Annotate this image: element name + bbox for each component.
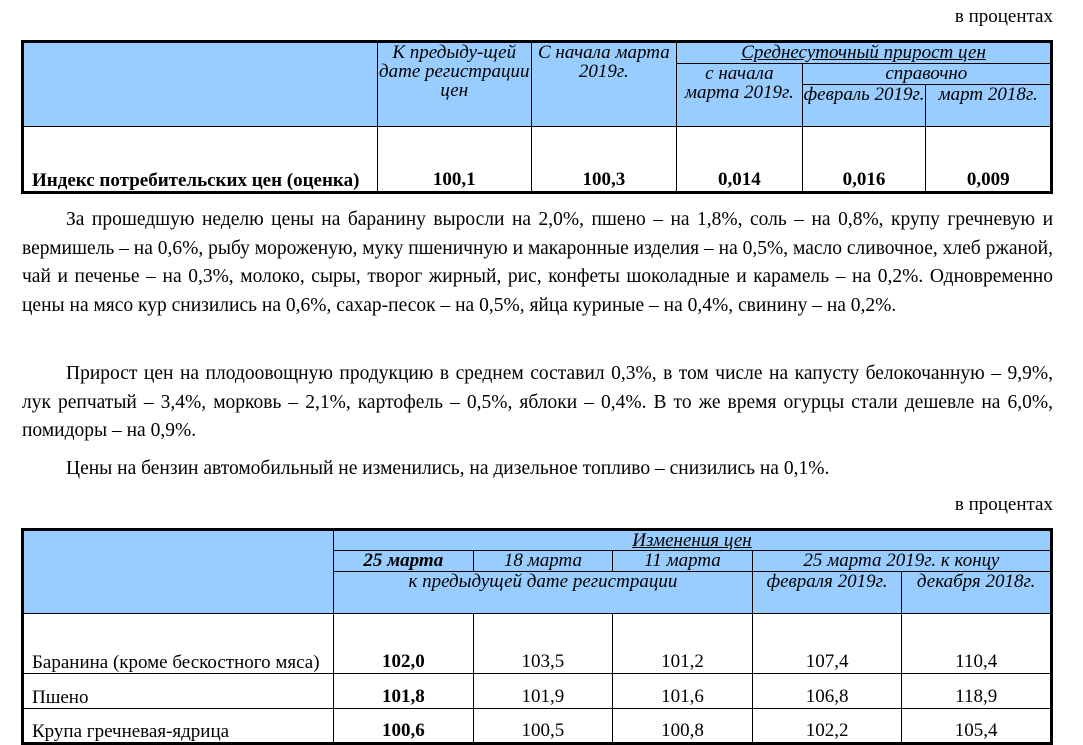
row-value: 100,8: [613, 709, 753, 744]
changes-header-blank: [23, 530, 334, 614]
row-label: Крупа гречневая-ядрица: [23, 709, 334, 744]
row-value: 100,6: [334, 709, 474, 744]
changes-header-to-end: 25 марта 2019г. к концу: [752, 551, 1051, 572]
table-row: [23, 709, 1052, 744]
cpi-header-blank: [23, 42, 378, 127]
row-value: 101,8: [334, 674, 474, 709]
row-value: 118,9: [902, 674, 1052, 709]
paragraph-3: Цены на бензин автомобильный не изменились, на дизельное топливо – снизились на 0,1%.: [66, 458, 830, 479]
cpi-header-start: С начала марта 2019г.: [531, 42, 676, 127]
table-row: [23, 614, 1052, 674]
cpi-header-ref: справочно: [802, 64, 1051, 85]
price-changes-table: [21, 528, 1053, 745]
cpi-value: 100,3: [531, 127, 676, 193]
row-value: 107,4: [752, 614, 902, 674]
row-value: 106,8: [752, 674, 902, 709]
cpi-header-feb: февраль 2019г.: [802, 85, 926, 127]
row-value: 100,5: [473, 709, 613, 744]
changes-header-title: Изменения цен: [334, 530, 1052, 551]
cpi-header-avg: Среднесуточный прирост цен: [677, 42, 1052, 64]
cpi-value: 100,1: [377, 127, 531, 193]
changes-header-feb: февраля 2019г.: [752, 572, 902, 614]
cpi-header-prev: К предыду-щей дате регистрации цен: [377, 42, 531, 127]
changes-header-dec: декабря 2018г.: [902, 572, 1052, 614]
cpi-header-mar: март 2018г.: [926, 85, 1052, 127]
changes-header-prev-reg: к предыдущей дате регистрации: [334, 572, 753, 614]
table-row: [23, 674, 1052, 709]
changes-header-date-3: 11 марта: [613, 551, 753, 572]
row-value: 103,5: [473, 614, 613, 674]
row-value: 102,2: [752, 709, 902, 744]
cpi-header-avg-start: с начала марта 2019г.: [677, 64, 803, 127]
changes-header-date-1: 25 марта: [334, 551, 474, 572]
unit-label-bottom: в процентах: [954, 494, 1053, 515]
row-label: Пшено: [23, 674, 334, 709]
row-value: 101,9: [473, 674, 613, 709]
row-value: 101,2: [613, 614, 753, 674]
paragraph-1: За прошедшую неделю цены на баранину выросли на 2,0%, пшено – на 1,8%, соль – на 0,8%, крупу гречневую и вермишель – на 0,6%, рыбу мороженую, муку пшеничную и макаронные изделия – на 0,5%, масло сливочное, хлеб ржаной, чай и печенье – на 0,3%, молоко, сыры, творог жирный, рис, конфеты шоколадные и карамель – на 0,2%. Одновременно цены на мясо кур снизились на 0,6%, сахар-песок – на 0,5%, яйца куриные – на 0,4%, свинину – на 0,2%.: [22, 209, 1053, 316]
row-value: 102,0: [334, 614, 474, 674]
row-value: 101,6: [613, 674, 753, 709]
paragraph-2: Прирост цен на плодоовощную продукцию в среднем составил 0,3%, в том числе на капусту белокочанную – 9,9%, лук репчатый – 3,4%, морковь – 2,1%, картофель – 0,5%, яблоки – 0,4%. В то же время огурцы стали дешевле на 6,0%, помидоры – на 0,9%.: [22, 363, 1053, 441]
changes-header-date-2: 18 марта: [473, 551, 613, 572]
row-label: Баранина (кроме бескостного мяса): [23, 614, 334, 674]
row-value: 110,4: [902, 614, 1052, 674]
cpi-table: [21, 40, 1053, 194]
cpi-row-label: Индекс потребительских цен (оценка): [23, 127, 378, 193]
row-value: 105,4: [902, 709, 1052, 744]
cpi-value: 0,016: [802, 127, 926, 193]
unit-label-top: в процентах: [954, 6, 1053, 27]
cpi-value: 0,009: [926, 127, 1052, 193]
cpi-value: 0,014: [677, 127, 803, 193]
